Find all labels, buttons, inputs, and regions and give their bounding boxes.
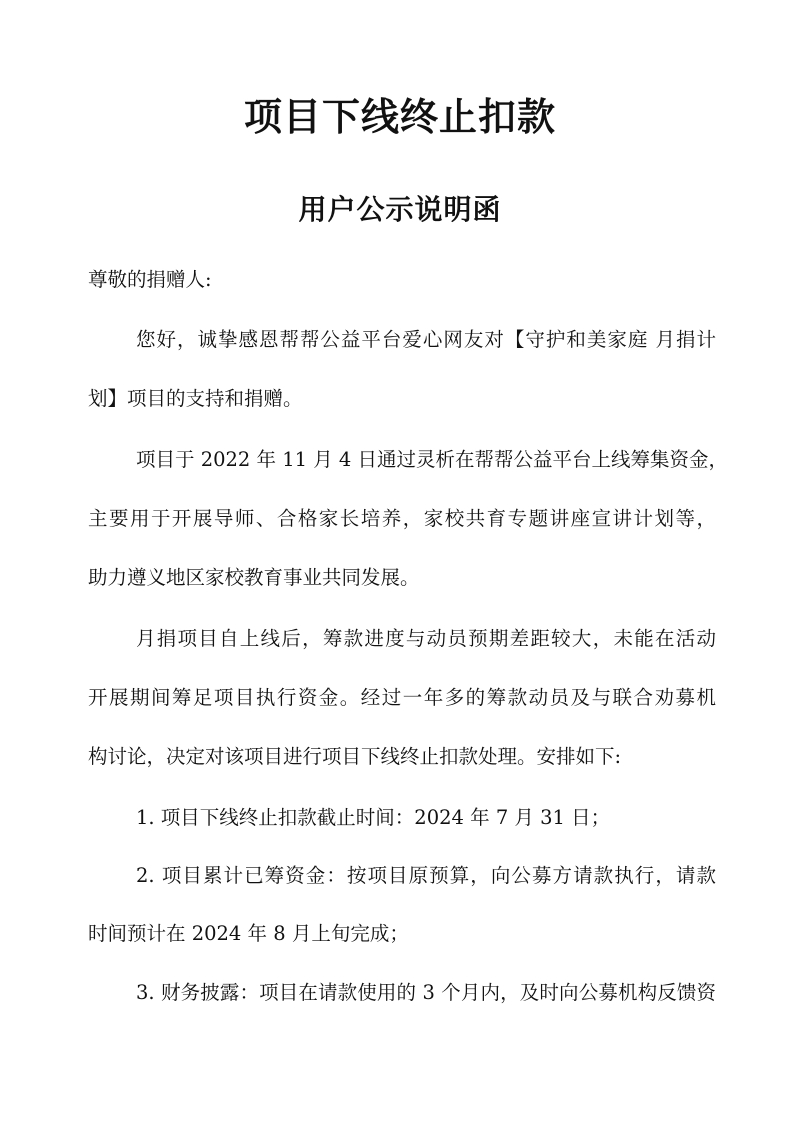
paragraph-2-line-2: 主要用于开展导师、合格家长培养，家校共育专题讲座宣讲计划等， — [88, 507, 716, 530]
paragraph-1-line-1: 您好，诚挚感恩帮帮公益平台爱心网友对【守护和美家庭 月捐计 — [136, 328, 716, 351]
paragraph-1-line-2: 划】项目的支持和捐赠。 — [88, 387, 303, 410]
item-3-line-1: 3. 财务披露：项目在请款使用的 3 个月内，及时向公募机构反馈资 — [136, 981, 716, 1004]
item-1-line-1: 1. 项目下线终止扣款截止时间：2024 年 7 月 31 日； — [136, 806, 611, 829]
item-2-line-1: 2. 项目累计已筹资金：按项目原预算，向公募方请款执行，请款 — [136, 864, 716, 887]
item-2-line-2: 时间预计在 2024 年 8 月上旬完成； — [88, 922, 409, 945]
paragraph-3-line-1: 月捐项目自上线后，筹款进度与动员预期差距较大，未能在活动 — [136, 627, 716, 650]
paragraph-3-line-3: 构讨论，决定对该项目进行项目下线终止扣款处理。安排如下: — [88, 745, 622, 768]
document-subtitle: 用户公示说明函 — [298, 193, 502, 226]
paragraph-3-line-2: 开展期间筹足项目执行资金。经过一年多的筹款动员及与联合劝募机 — [88, 686, 716, 709]
paragraph-2-line-3: 助力遵义地区家校教育事业共同发展。 — [88, 566, 420, 589]
salutation: 尊敬的捐赠人: — [88, 268, 212, 291]
paragraph-2-line-1: 项目于 2022 年 11 月 4 日通过灵析在帮帮公益平台上线筹集资金， — [136, 448, 729, 471]
document-title: 项目下线终止扣款 — [243, 95, 556, 139]
